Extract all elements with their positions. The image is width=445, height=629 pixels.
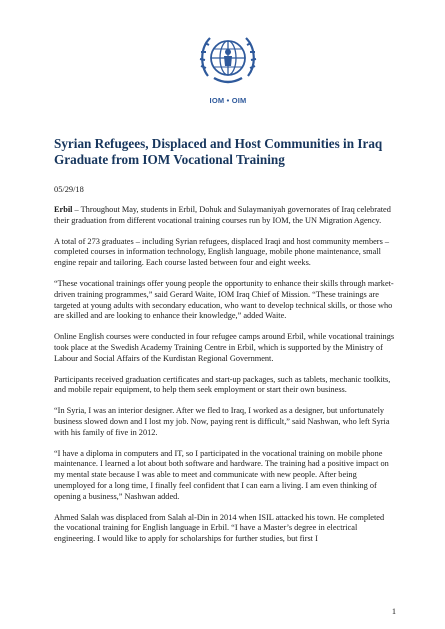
article-body	[54, 136, 396, 555]
logo-text: IOM • OIM	[209, 96, 247, 105]
paragraph-3: “These vocational trainings offer young people the opportunity to enhance their skills through market-driven training programmes,” said Gerard Waite, IOM Iraq Chief of Mission. “These trainings are targeted at young adults with secondary education, who want to develop technical skills, or those who are skilled and are looking to enhance their knowledge,” added Waite.	[54, 278, 394, 321]
paragraph-6: “In Syria, I was an interior designer. After we fled to Iraq, I worked as a designer, but unfortunately business slowed down and I lost my job. Now, paying rent is difficult,” said Nashwan, who left Syria with his family of five in 2012.	[54, 406, 390, 437]
article-date: 05/29/18	[54, 185, 84, 194]
paragraph-5: Participants received graduation certificates and start-up packages, such as tablets, mechanic toolkits, and mobile repair equipment, to help them seek employment or start their own business.	[54, 374, 391, 395]
dateline: Erbil	[54, 205, 73, 214]
page-number: 1	[391, 607, 396, 616]
paragraph-2: A total of 273 graduates – including Syrian refugees, displaced Iraqi and host community members – completed courses in information technology, English language, mobile phone maintenance, small engine repair and tailoring. Each course lasted between four and eight weeks.	[54, 236, 390, 268]
iom-logo	[194, 28, 262, 112]
un-emblem-icon	[194, 28, 262, 94]
paragraph-7: “I have a diploma in computers and IT, so I participated in the vocational training on mobile phone maintenance. I learned a lot about both software and hardware. The training had a positive impact on my mental state because I was able to meet and communicate with new people. After being unemployed for a long time, I finally feel confident that I can earn a living. I am even thinking of opening a business,” Nashwan added.	[54, 448, 389, 501]
paragraph-1	[54, 205, 396, 227]
paragraph-1-text: – Throughout May, students in Erbil, Dohuk and Sulaymaniyah governorates of Iraq celebrated their graduation from different vocational training courses run by IOM, the UN Migration Agency.	[54, 205, 391, 225]
page-title: Syrian Refugees, Displaced and Host Communities in Iraq Graduate from IOM Vocational Training	[54, 136, 383, 167]
paragraph-8: Ahmed Salah was displaced from Salah al-Din in 2014 when ISIL attacked his town. He completed the vocational training for English language in Erbil. “I have a Master’s degree in electrical engineering. I would like to apply for scholarships for further studies, but first I	[54, 512, 385, 544]
paragraph-4: Online English courses were conducted in four refugee camps around Erbil, while vocational trainings took place at the Swedish Academy Training Centre in Erbil, which is supported by the Ministry of Labour and Social Affairs of the Kurdistan Regional Government.	[54, 332, 395, 363]
